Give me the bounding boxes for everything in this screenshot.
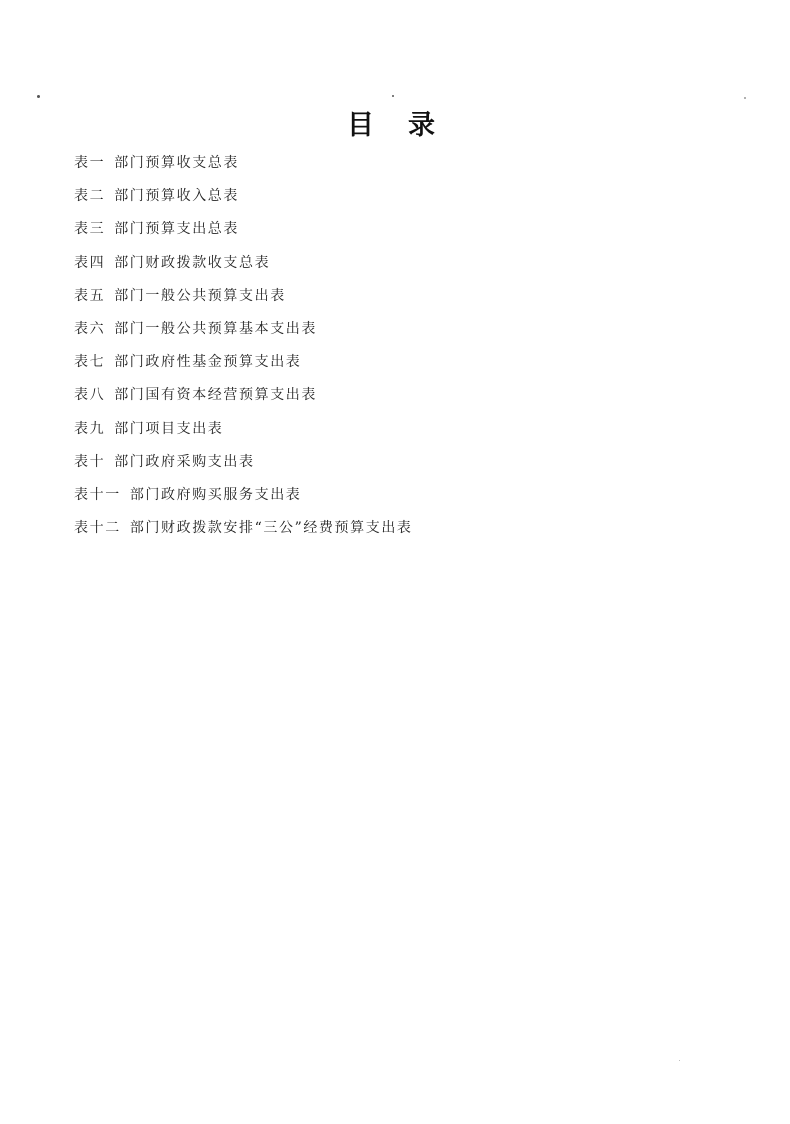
toc-entry-title: 部门财政拨款收支总表 bbox=[114, 254, 271, 271]
toc-entry bbox=[74, 517, 413, 550]
toc-entry bbox=[74, 484, 413, 517]
toc-entry-number: 表一 bbox=[74, 155, 106, 171]
scan-speck bbox=[37, 95, 40, 98]
toc-entry-title: 部门政府采购支出表 bbox=[114, 453, 255, 470]
toc-entry bbox=[74, 384, 413, 417]
toc-entry bbox=[74, 451, 413, 484]
toc-entry-number: 表二 bbox=[74, 188, 106, 205]
toc-entry-number: 表十一 bbox=[74, 486, 121, 503]
toc-entry-title: 部门一般公共预算基本支出表 bbox=[114, 320, 318, 337]
toc-entry-number: 表三 bbox=[74, 221, 106, 238]
toc-entry-title: 部门预算收支总表 bbox=[114, 155, 240, 171]
toc-entry-number: 表九 bbox=[74, 420, 106, 437]
toc-entry bbox=[74, 152, 413, 185]
toc-entry-title: 部门政府购买服务支出表 bbox=[129, 486, 302, 503]
toc-entry-title: 部门财政拨款安排“三公”经费预算支出表 bbox=[129, 520, 413, 537]
toc-entry bbox=[74, 351, 413, 384]
toc-entry-number: 表十 bbox=[74, 453, 106, 470]
toc-entry-title: 部门预算支出总表 bbox=[114, 221, 240, 238]
toc-entry bbox=[74, 418, 413, 451]
toc-entry-title: 部门预算收入总表 bbox=[114, 188, 240, 205]
toc-entry-title: 部门项目支出表 bbox=[114, 420, 224, 437]
toc-entry-title: 部门国有资本经营预算支出表 bbox=[114, 387, 318, 404]
toc-entry bbox=[74, 185, 413, 218]
toc-entry bbox=[74, 318, 413, 351]
toc-entry-number: 表四 bbox=[74, 254, 106, 271]
page-title: 目录 bbox=[347, 110, 469, 141]
toc-entry bbox=[74, 285, 413, 318]
table-of-contents bbox=[74, 152, 413, 550]
toc-entry-number: 表五 bbox=[74, 287, 106, 304]
toc-entry-number: 表十二 bbox=[74, 520, 121, 537]
scan-speck bbox=[679, 1060, 680, 1061]
toc-entry-title: 部门政府性基金预算支出表 bbox=[114, 354, 302, 371]
toc-entry-number: 表八 bbox=[74, 387, 106, 404]
toc-entry-number: 表七 bbox=[74, 354, 106, 371]
toc-entry-number: 表六 bbox=[74, 320, 106, 337]
toc-entry-title: 部门一般公共预算支出表 bbox=[114, 287, 286, 304]
toc-entry bbox=[74, 252, 413, 285]
scan-speck bbox=[392, 95, 394, 97]
toc-entry bbox=[74, 218, 413, 251]
scan-speck bbox=[744, 97, 746, 99]
